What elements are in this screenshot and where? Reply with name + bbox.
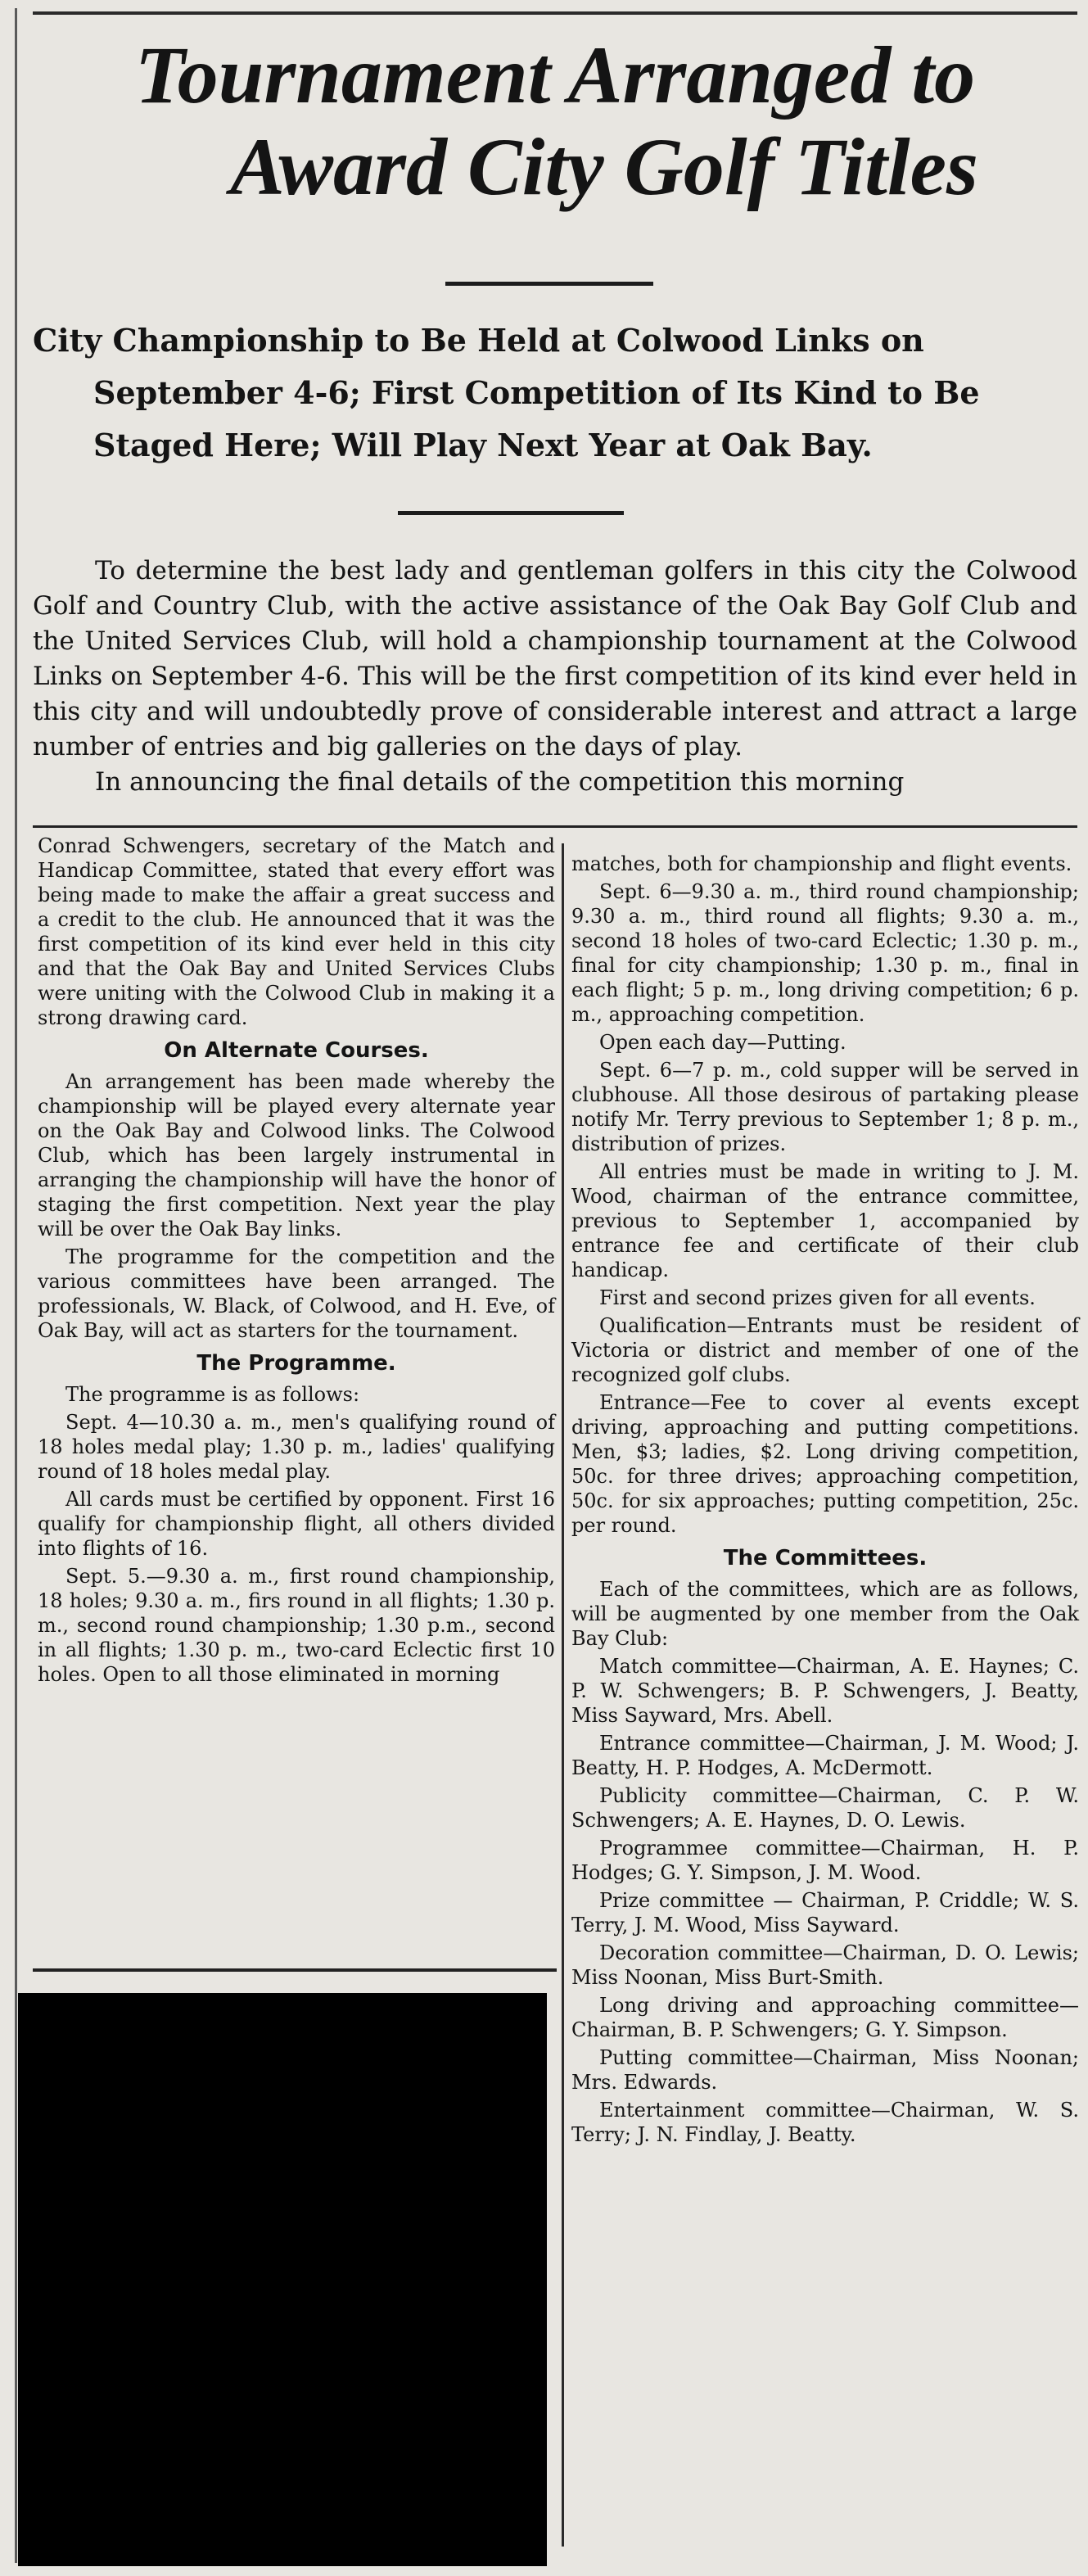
- committee-putting: Putting committee—Chairman, Miss Noonan; Mrs. Edwards.: [571, 2046, 1079, 2094]
- right-paragraph-9: Each of the committees, which are as follows, will be augmented by one member from the Oak Bay Club:: [571, 1578, 1079, 1650]
- left-column-bottom-rule: [33, 1968, 557, 1972]
- column-divider: [562, 843, 564, 2547]
- left-paragraph-7: Sept. 5.—9.30 a. m., first round championship, 18 holes; 9.30 a. m., firs round in all flights; 1.30 p. m., second round championship; 1.30 p.m., second in all flights; 1.30 p. m., two-card Eclectic first 10 holes. Open to all those eliminated in morning: [38, 1565, 555, 1686]
- deck-subheadline: [33, 314, 1077, 472]
- deck-line-2: September 4-6; First Competition of Its Kind to Be: [93, 374, 980, 411]
- right-paragraph-3: Open each day—Putting.: [599, 1031, 846, 1054]
- right-paragraph-7: Qualification—Entrants must be resident of Victoria or district and member of one of the recognized golf clubs.: [571, 1314, 1079, 1386]
- committee-entertainment: Entertainment committee—Chairman, W. S. Terry; J. N. Findlay, J. Beatty.: [571, 2099, 1079, 2146]
- right-paragraph-1: matches, both for championship and flight events.: [571, 852, 1072, 875]
- left-paragraph-3: The programme for the competition and the various committees have been arranged. The professionals, W. Black, of Colwood, and H. Eve, of Oak Bay, will act as starters for the tournament.: [38, 1245, 555, 1342]
- column-top-rule: [33, 825, 1077, 828]
- lede: [33, 554, 1077, 800]
- committee-long-driving: Long driving and approaching committee—Chairman, B. P. Schwengers; G. Y. Simpson.: [571, 1994, 1079, 2041]
- right-paragraph-2: Sept. 6—9.30 a. m., third round championship; 9.30 a. m., third round all flights; 9.30 a. m., second 18 holes of two-card Eclectic; 1.30 p. m., final for city championship; 1.30 p. m., final in each flight; 5 p. m., long driving competition; 6 p. m., approaching competition.: [571, 880, 1079, 1026]
- top-rule: [33, 11, 1077, 15]
- committee-decoration: Decoration committee—Chairman, D. O. Lewis; Miss Noonan, Miss Burt-Smith.: [571, 1941, 1079, 1989]
- left-paragraph-5: Sept. 4—10.30 a. m., men's qualifying round of 18 holes medal play; 1.30 p. m., ladies' qualifying round of 18 holes medal play.: [38, 1411, 555, 1483]
- deck-line-3: Staged Here; Will Play Next Year at Oak Bay.: [93, 427, 873, 463]
- left-paragraph-6: All cards must be certified by opponent. First 16 qualify for championship flight, all others divided into flights of 16.: [38, 1488, 555, 1560]
- left-column: [38, 834, 555, 1690]
- left-paragraph-4: The programme is as follows:: [65, 1383, 360, 1406]
- committee-entrance: Entrance committee—Chairman, J. M. Wood; J. Beatty, H. P. Hodges, A. McDermott.: [571, 1732, 1079, 1779]
- committee-prize: Prize committee — Chairman, P. Criddle; W. S. Terry, J. M. Wood, Miss Sayward.: [571, 1889, 1079, 1937]
- left-paragraph-1: Conrad Schwengers, secretary of the Match and Handicap Committee, stated that every effort was being made to make the affair a great success and a credit to the club. He announced that it was the first competition of its kind ever held in this city and that the Oak Bay and United Services Clubs were uniting with the Colwood Club in making it a strong drawing card.: [38, 834, 555, 1029]
- deck-divider: [398, 511, 624, 515]
- committee-publicity: Publicity committee—Chairman, C. P. W. Schwengers; A. E. Haynes, D. O. Lewis.: [571, 1784, 1079, 1832]
- headline-line-1: Tournament Arranged to: [134, 29, 976, 120]
- committee-match: Match committee—Chairman, A. E. Haynes; C. P. W. Schwengers; B. P. Schwengers, J. Beatty, Miss Sayward, Mrs. Abell.: [571, 1655, 1079, 1727]
- headline-divider: [445, 282, 653, 286]
- lede-paragraph-1: To determine the best lady and gentleman golfers in this city the Colwood Golf and Country Club, with the active assistance of the Oak Bay Golf Club and the United Services Club, will hold a championship tournament at the Colwood Links on September 4-6. This will be the first competition of its kind ever held in this city and will undoubtedly prove of considerable interest and attract a large number of entries and big galleries on the days of play.: [33, 556, 1077, 762]
- headline-line-2: Award City Golf Titles: [230, 121, 978, 212]
- right-paragraph-4: Sept. 6—7 p. m., cold supper will be served in clubhouse. All those desirous of partaking please notify Mr. Terry previous to September 1; 8 p. m., distribution of prizes.: [571, 1059, 1079, 1155]
- deck-line-1: City Championship to Be Held at Colwood Links on: [33, 322, 924, 359]
- right-paragraph-5: All entries must be made in writing to J. M. Wood, chairman of the entrance committee, previous to September 1, accompanied by entrance fee and certificate of their club handicap.: [571, 1160, 1079, 1281]
- headline: [33, 29, 1077, 213]
- redacted-block: [18, 1993, 547, 2566]
- subheading-programme: The Programme.: [196, 1351, 396, 1376]
- lede-paragraph-2: In announcing the final details of the competition this morning: [95, 767, 905, 797]
- left-paragraph-2: An arrangement has been made whereby the championship will be played every alternate year on the Oak Bay and Colwood links. The Colwood Club, which has been largely instrumental in arranging the championship will have the honor of staging the first competition. Next year the play will be over the Oak Bay links.: [38, 1070, 555, 1241]
- page-edge-line: [15, 8, 17, 2563]
- subheading-alternate-courses: On Alternate Courses.: [164, 1038, 429, 1063]
- right-paragraph-6: First and second prizes given for all events.: [599, 1286, 1036, 1309]
- committee-programme: Programmee committee—Chairman, H. P. Hodges; G. Y. Simpson, J. M. Wood.: [571, 1837, 1079, 1884]
- right-paragraph-8: Entrance—Fee to cover al events except driving, approaching and putting competitions. Men, $3; ladies, $2. Long driving competition, 50c. for three drives; approaching competition, 50c. for six approaches; putting competition, 25c. per round.: [571, 1391, 1079, 1537]
- subheading-committees: The Committees.: [723, 1546, 928, 1570]
- right-column: [571, 852, 1079, 2150]
